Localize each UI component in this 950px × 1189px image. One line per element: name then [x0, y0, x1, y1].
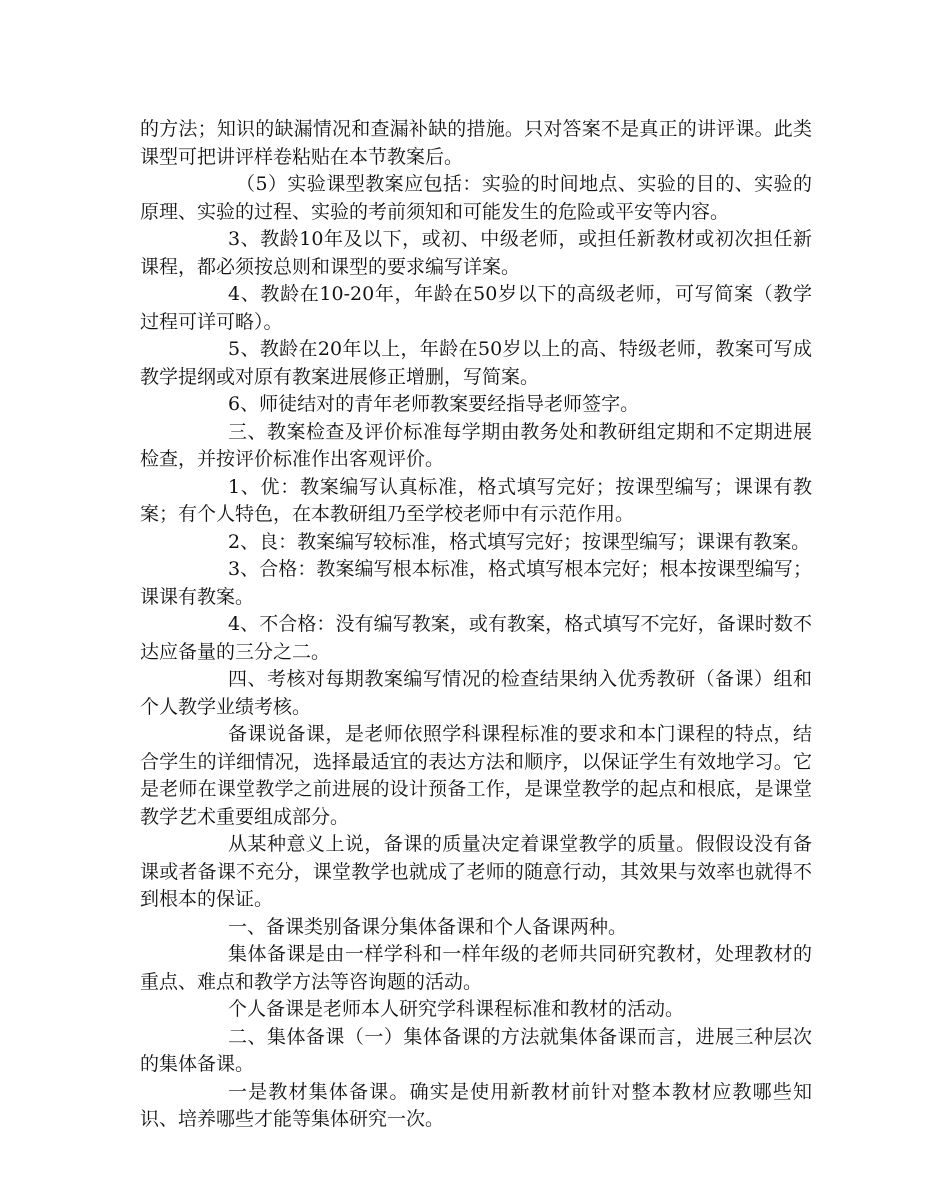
document-page — [140, 116, 812, 1134]
paragraph-19: 一是教材集体备课。确实是使用新教材前针对整本教材应教哪些知识、培养哪些才能等集体研究一次。 — [140, 1080, 812, 1130]
paragraph-4: 4、教龄在10-20年，年龄在50岁以下的高级老师，可写简案（教学过程可详可略）。 — [140, 283, 812, 333]
paragraph-12: 四、考核对每期教案编写情况的检查结果纳入优秀教研（备课）组和个人教学业绩考核。 — [140, 668, 812, 718]
paragraph-7: 三、教案检查及评价标准每学期由教务处和教研组定期和不定期进展检查，并按评价标准作出客观评价。 — [140, 420, 812, 470]
paragraph-8: 1、优：教案编写认真标准，格式填写完好；按课型编写；课课有教案；有个人特色，在本教研组乃至学校老师中有示范作用。 — [140, 475, 812, 525]
paragraph-17: 个人备课是老师本人研究学科课程标准和教材的活动。 — [228, 998, 685, 1020]
paragraph-13: 备课说备课，是老师依照学科课程标准的要求和本门课程的特点，结合学生的详细情况，选择最适宜的表达方法和顺序，以保证学生有效地学习。它是老师在课堂教学之前进展的设计预备工作，是课堂教学的起点和根底，是课堂教学艺术重要组成部分。 — [140, 723, 812, 828]
paragraph-3: 3、教龄10年及以下，或初、中级老师，或担任新教材或初次担任新课程，都必须按总则和课型的要求编写详案。 — [140, 228, 812, 278]
paragraph-9: 2、良：教案编写较标准，格式填写完好；按课型编写；课课有教案。 — [228, 530, 811, 553]
paragraph-18: 二、集体备课（一）集体备课的方法就集体备课而言，进展三种层次的集体备课。 — [140, 1025, 812, 1075]
paragraph-10: 3、合格：教案编写根本标准，格式填写根本完好；根本按课型编写；课课有教案。 — [140, 558, 812, 608]
paragraph-11: 4、不合格：没有编写教案，或有教案，格式填写不完好，备课时数不达应备量的三分之二。 — [140, 613, 812, 663]
paragraph-2: （5）实验课型教案应包括：实验的时间地点、实验的目的、实验的原理、实验的过程、实验的考前须知和可能发生的危险或平安等内容。 — [140, 173, 812, 223]
paragraph-6: 6、师徒结对的青年老师教案要经指导老师签字。 — [228, 393, 640, 415]
paragraph-14: 从某种意义上说，备课的质量决定着课堂教学的质量。假假设没有备课或者备课不充分，课堂教学也就成了老师的随意行动，其效果与效率也就得不到根本的保证。 — [140, 833, 812, 910]
paragraph-5: 5、教龄在20年以上，年龄在50岁以上的高、特级老师，教案可写成教学提纲或对原有教案进展修正增删，写简案。 — [140, 338, 812, 388]
paragraph-15: 一、备课类别备课分集体备课和个人备课两种。 — [228, 915, 628, 938]
paragraph-16: 集体备课是由一样学科和一样年级的老师共同研究教材，处理教材的重点、难点和教学方法等咨询题的活动。 — [140, 943, 812, 993]
paragraph-1: 的方法；知识的缺漏情况和查漏补缺的措施。只对答案不是真正的讲评课。此类课型可把讲评样卷粘贴在本节教案后。 — [140, 118, 812, 168]
